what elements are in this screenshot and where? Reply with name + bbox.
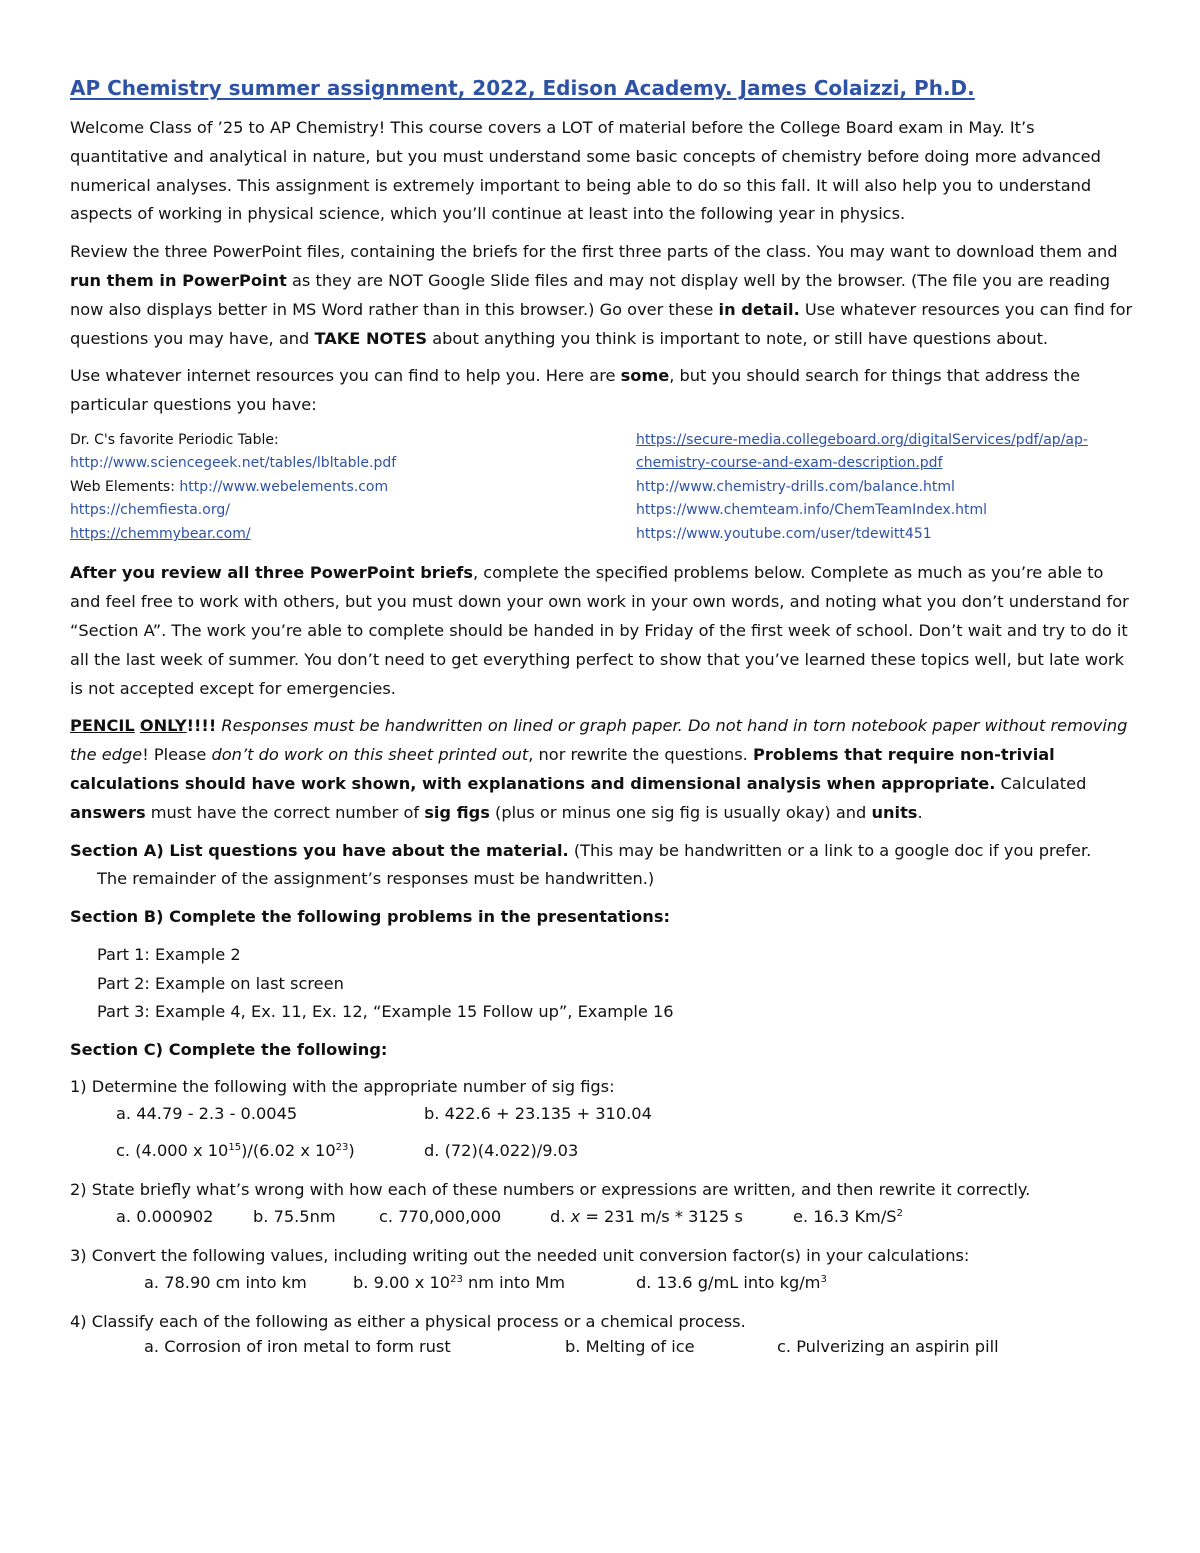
- resource-links-right: [636, 429, 1136, 547]
- q2-d-part: = 231 m/s * 3125 s: [580, 1206, 743, 1226]
- after-review-paragraph: [70, 559, 1136, 703]
- q2-c: c. 770,000,000: [379, 1206, 502, 1226]
- pencil-paragraph: [70, 712, 1136, 827]
- question-3: 3) Convert the following values, including writing out the needed unit conversion factor(s) in your calculations:: [70, 1245, 970, 1265]
- q4-a: a. Corrosion of iron metal to form rust: [144, 1336, 451, 1356]
- q3-a: a. 78.90 cm into km: [144, 1272, 307, 1292]
- document-page: [70, 74, 1136, 1364]
- question-4-row: [70, 1337, 1136, 1364]
- question-2-row: [70, 1205, 1136, 1233]
- review-text: Use whatever resources you can find for questions you may have, and: [70, 299, 1133, 348]
- periodic-table-label: Dr. C's favorite Periodic Table:: [70, 431, 279, 448]
- section-b-heading: [70, 903, 1136, 932]
- chemistry-drills-link[interactable]: http://www.chemistry-drills.com/balance.html: [636, 478, 955, 495]
- youtube-link[interactable]: https://www.youtube.com/user/tdewitt451: [636, 525, 932, 542]
- collegeboard-link-line2[interactable]: chemistry-course-and-exam-description.pdf: [636, 455, 943, 472]
- pencil-bold: PENCIL: [70, 716, 135, 736]
- q1-c-part: ): [348, 1141, 355, 1161]
- q3-b: [353, 1273, 565, 1292]
- resources-text: Use whatever internet resources you can find to help you. Here are: [70, 366, 621, 386]
- pencil-italic-2: don’t do work on this sheet printed out: [211, 745, 529, 765]
- resources-bold-some: some: [620, 366, 670, 386]
- question-1: 1) Determine the following with the appropriate number of sig figs:: [70, 1077, 615, 1097]
- review-text: about anything you think is important to note, or still have questions about.: [427, 328, 1049, 348]
- pencil-text: (plus or minus one sig fig is usually okay) and: [489, 802, 872, 822]
- pencil-text: .: [917, 802, 923, 822]
- chemfiesta-link[interactable]: https://chemfiesta.org/: [70, 502, 230, 519]
- pencil-bold-answers: answers: [70, 802, 146, 822]
- pencil-bold-calc: Problems that require non-trivial calculations should have work shown, with explanations and dimensional analysis when appropriate.: [70, 745, 1055, 794]
- section-b-heading-text: Section B) Complete the following problems in the presentations:: [70, 907, 670, 927]
- q3-c-part: d. 13.6 g/mL into kg/m: [636, 1272, 821, 1292]
- chemmybear-link[interactable]: https://chemmybear.com/: [70, 525, 251, 542]
- review-text: as they are NOT Google Slide files and may not display well by the browser. (The file you are reading now also displays better in MS Word rather than in this browser.) Go over these: [70, 270, 1111, 319]
- chemteam-link[interactable]: https://www.chemteam.info/ChemTeamIndex.html: [636, 502, 988, 519]
- pencil-text: ! Please: [142, 745, 212, 765]
- q1-c-part: c. (4.000 x 10: [116, 1141, 229, 1161]
- q1-b: b. 422.6 + 23.135 + 310.04: [424, 1104, 652, 1124]
- q1-c-exponent: 15: [228, 1142, 242, 1154]
- after-text: , complete the specified problems below. Complete as much as you’re able to and feel free to work with others, but you must down your own work in your own words, and noting what you don’t understand for “Section A”. The work you’re able to complete should be handed in by Friday of the first week of school. Don’t wait and try to do it all the last week of summer. You don’t need to get everything perfect to show that you’ve learned these topics well, but late work is not accepted except for emergencies.: [70, 563, 1129, 698]
- q1-c-part: )/(6.02 x 10: [241, 1141, 336, 1161]
- q3-c-exponent: 3: [820, 1273, 827, 1285]
- question-1-row-2: [70, 1139, 1136, 1167]
- q1-d: d. (72)(4.022)/9.03: [424, 1141, 579, 1161]
- q3-c: [636, 1273, 827, 1292]
- q3-b-part: nm into Mm: [462, 1272, 566, 1292]
- part-1-item: Part 1: Example 2: [97, 945, 241, 965]
- collegeboard-link-line1[interactable]: https://secure-media.collegeboard.org/digitalServices/pdf/ap/ap-: [636, 431, 1088, 448]
- q4-b: b. Melting of ice: [565, 1336, 695, 1356]
- q2-e: [793, 1207, 903, 1226]
- pencil-text: Calculated: [995, 774, 1087, 794]
- section-c-heading-text: Section C) Complete the following:: [70, 1039, 388, 1059]
- after-bold: After you review all three PowerPoint briefs: [70, 563, 473, 583]
- q2-d-variable: x: [570, 1206, 581, 1226]
- q4-c: c. Pulverizing an aspirin pill: [777, 1336, 999, 1356]
- q2-e-part: e. 16.3 Km/S: [793, 1206, 897, 1226]
- section-a-line1: [70, 837, 1136, 866]
- pencil-bold-sigfigs: sig figs: [424, 802, 490, 822]
- section-a-text: (This may be handwritten or a link to a google doc if you prefer.: [568, 840, 1092, 860]
- part-3-item: Part 3: Example 4, Ex. 11, Ex. 12, “Example 15 Follow up”, Example 16: [97, 1002, 674, 1022]
- pencil-bold-units: units: [871, 802, 918, 822]
- webelements-row: [70, 476, 636, 500]
- review-bold-powerpoint: run them in PowerPoint: [70, 270, 287, 290]
- review-text: Review the three PowerPoint files, containing the briefs for the first three parts of the class. You may want to download them and: [70, 242, 1118, 262]
- q2-a: a. 0.000902: [116, 1206, 214, 1226]
- q2-e-exponent: 2: [896, 1207, 903, 1219]
- pencil-text: must have the correct number of: [145, 802, 425, 822]
- resource-links-left: [70, 429, 636, 547]
- section-a-line2: The remainder of the assignment’s responses must be handwritten.): [97, 869, 655, 889]
- q2-d: [550, 1207, 743, 1226]
- section-c-heading: [70, 1036, 1136, 1065]
- question-4: 4) Classify each of the following as either a physical process or a chemical process.: [70, 1311, 746, 1331]
- question-3-row: [70, 1271, 1136, 1299]
- q1-c: [116, 1141, 355, 1160]
- pencil-text: , nor rewrite the questions.: [528, 745, 753, 765]
- question-1-row-1: [70, 1102, 1136, 1130]
- q2-d-part: d.: [550, 1206, 571, 1226]
- exclaim-bold: !!!!: [186, 716, 217, 736]
- section-a: [70, 837, 1136, 895]
- webelements-link[interactable]: http://www.webelements.com: [179, 478, 389, 495]
- document-title: AP Chemistry summer assignment, 2022, Edison Academy. James Colaizzi, Ph.D.: [70, 76, 975, 100]
- intro-paragraph: Welcome Class of ’25 to AP Chemistry! This course covers a LOT of material before the College Board exam in May. It’s quantitative and analytical in nature, but you must understand some basic concepts of chemistry before doing more advanced numerical analyses. This assignment is extremely important to being able to do so this fall. It will also help you to understand aspects of working in physical science, which you’ll continue at least into the following year in physics.: [70, 118, 1101, 224]
- question-2: 2) State briefly what’s wrong with how each of these numbers or expressions are written, and then rewrite it correctly.: [70, 1180, 1031, 1200]
- q1-a: a. 44.79 - 2.3 - 0.0045: [116, 1104, 298, 1124]
- resources-paragraph: [70, 362, 1136, 420]
- resources-text: , but you should search for things that address the particular questions you have:: [70, 366, 1081, 415]
- q1-c-exponent: 23: [335, 1142, 349, 1154]
- review-bold-detail: in detail.: [718, 299, 800, 319]
- section-b-parts: [70, 941, 1136, 1027]
- resource-links: [70, 429, 1136, 547]
- review-bold-notes: TAKE NOTES: [314, 328, 428, 348]
- only-bold: ONLY: [139, 716, 187, 736]
- q3-b-exponent: 23: [450, 1273, 463, 1285]
- section-a-heading: Section A) List questions you have about the material.: [70, 840, 569, 860]
- webelements-label: Web Elements:: [70, 478, 180, 495]
- sciencegeek-link[interactable]: http://www.sciencegeek.net/tables/lbltable.pdf: [70, 455, 397, 472]
- pencil-italic-1: Responses must be handwritten on lined or graph paper. Do not hand in torn notebook paper without removing the edge: [70, 716, 1128, 765]
- q3-b-part: b. 9.00 x 10: [353, 1272, 451, 1292]
- part-2-item: Part 2: Example on last screen: [97, 973, 344, 993]
- review-paragraph: [70, 238, 1136, 353]
- q2-b: b. 75.5nm: [253, 1206, 336, 1226]
